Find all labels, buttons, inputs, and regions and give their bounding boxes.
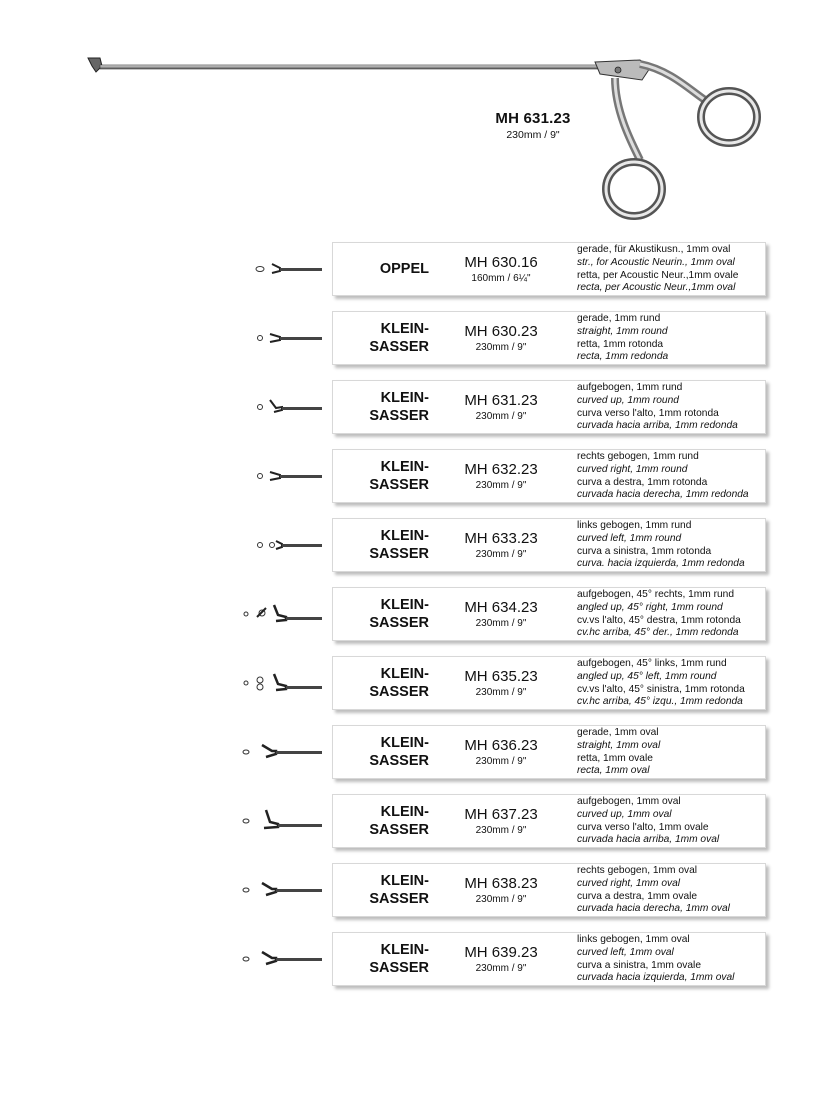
- product-name: KLEIN- SASSER: [369, 873, 429, 907]
- product-description: [577, 727, 765, 778]
- desc-english: angled up, 45° right, 1mm round: [577, 601, 723, 613]
- desc-italian: retta, per Acoustic Neur.,1mm ovale: [577, 269, 739, 281]
- product-card: [332, 311, 766, 365]
- desc-german: links gebogen, 1mm oval: [577, 934, 690, 945]
- product-row: [0, 380, 826, 436]
- product-name: KLEIN- SASSER: [369, 942, 429, 976]
- product-card: [332, 932, 766, 986]
- product-name: KLEIN- SASSER: [369, 666, 429, 700]
- desc-german: aufgebogen, 45° rechts, 1mm rund: [577, 589, 734, 600]
- instrument-thumbnail: [236, 242, 326, 294]
- product-code: MH 630.23: [464, 322, 538, 340]
- product-size: 230mm / 9": [475, 410, 527, 422]
- product-card: [332, 449, 766, 503]
- product-name: KLEIN- SASSER: [369, 390, 429, 424]
- instrument-thumbnail: [236, 863, 326, 915]
- product-code-block: [451, 933, 551, 985]
- product-description: [577, 244, 765, 295]
- product-size: 230mm / 9": [475, 341, 527, 353]
- desc-german: links gebogen, 1mm rund: [577, 520, 692, 531]
- product-code: MH 631.23: [464, 391, 538, 409]
- product-code: MH 635.23: [464, 667, 538, 685]
- product-size: 230mm / 9": [475, 548, 527, 560]
- product-card: [332, 518, 766, 572]
- product-description: [577, 658, 765, 709]
- product-row: [0, 863, 826, 919]
- product-description: [577, 382, 765, 433]
- desc-spanish: cv.hc arriba, 45° der., 1mm redonda: [577, 627, 739, 639]
- product-size: 230mm / 9": [475, 962, 527, 974]
- product-size: 230mm / 9": [475, 617, 527, 629]
- instrument-thumbnail: [236, 725, 326, 777]
- desc-german: gerade, 1mm rund: [577, 313, 661, 324]
- ear-forceps-illustration: [0, 0, 826, 230]
- product-size: 230mm / 9": [475, 686, 527, 698]
- desc-english: curved left, 1mm oval: [577, 946, 674, 958]
- product-size: 230mm / 9": [475, 893, 527, 905]
- product-code-block: [451, 243, 551, 295]
- product-code: MH 632.23: [464, 460, 538, 478]
- desc-german: rechts gebogen, 1mm rund: [577, 451, 699, 462]
- desc-spanish: curva. hacia izquierda, 1mm redonda: [577, 558, 745, 570]
- product-description: [577, 520, 765, 571]
- product-code-block: [451, 864, 551, 916]
- desc-italian: curva a destra, 1mm rotonda: [577, 476, 708, 488]
- desc-german: aufgebogen, 45° links, 1mm rund: [577, 658, 727, 669]
- hero-product-code: MH 631.23: [495, 110, 571, 127]
- product-name: KLEIN- SASSER: [369, 459, 429, 493]
- desc-italian: cv.vs l'alto, 45° destra, 1mm rotonda: [577, 614, 741, 626]
- desc-spanish: curvada hacia izquierda, 1mm oval: [577, 972, 735, 984]
- desc-english: angled up, 45° left, 1mm round: [577, 670, 717, 682]
- product-card: [332, 656, 766, 710]
- product-card: [332, 725, 766, 779]
- desc-italian: curva verso l'alto, 1mm ovale: [577, 821, 709, 833]
- product-name: KLEIN- SASSER: [369, 804, 429, 838]
- product-card: [332, 242, 766, 296]
- instrument-thumbnail: [236, 794, 326, 846]
- product-description: [577, 934, 765, 985]
- product-code-block: [451, 726, 551, 778]
- product-card: [332, 380, 766, 434]
- desc-english: str., for Acoustic Neurin., 1mm oval: [577, 256, 735, 268]
- product-code-block: [451, 657, 551, 709]
- product-row: [0, 242, 826, 298]
- product-row: [0, 587, 826, 643]
- desc-spanish: curvada hacia arriba, 1mm redonda: [577, 420, 738, 432]
- desc-spanish: recta, 1mm oval: [577, 765, 650, 777]
- desc-english: straight, 1mm round: [577, 325, 668, 337]
- instrument-thumbnail: [236, 656, 326, 708]
- hero-product-size: 230mm / 9": [506, 129, 560, 141]
- product-row: [0, 794, 826, 850]
- desc-english: straight, 1mm oval: [577, 739, 661, 751]
- desc-italian: retta, 1mm rotonda: [577, 338, 664, 350]
- product-description: [577, 865, 765, 916]
- product-card: [332, 794, 766, 848]
- product-code: MH 633.23: [464, 529, 538, 547]
- product-description: [577, 589, 765, 640]
- instrument-thumbnail: [236, 587, 326, 639]
- product-description: [577, 313, 765, 364]
- instrument-thumbnail: [236, 518, 326, 570]
- desc-spanish: recta, 1mm redonda: [577, 351, 669, 363]
- desc-italian: retta, 1mm ovale: [577, 752, 653, 764]
- product-code: MH 634.23: [464, 598, 538, 616]
- product-code-block: [451, 450, 551, 502]
- desc-english: curved left, 1mm round: [577, 532, 682, 544]
- desc-italian: curva a destra, 1mm ovale: [577, 890, 698, 902]
- product-row: [0, 725, 826, 781]
- product-code-block: [451, 519, 551, 571]
- desc-english: curved up, 1mm oval: [577, 808, 672, 820]
- desc-spanish: curvada hacia arriba, 1mm oval: [577, 834, 720, 846]
- desc-spanish: curvada hacia derecha, 1mm oval: [577, 903, 730, 915]
- product-row: [0, 656, 826, 712]
- desc-italian: curva a sinistra, 1mm rotonda: [577, 545, 712, 557]
- product-name: KLEIN- SASSER: [369, 528, 429, 562]
- product-name: KLEIN- SASSER: [369, 735, 429, 769]
- desc-german: gerade, 1mm oval: [577, 727, 659, 738]
- desc-italian: curva verso l'alto, 1mm rotonda: [577, 407, 719, 419]
- product-code: MH 636.23: [464, 736, 538, 754]
- product-row: [0, 518, 826, 574]
- product-size: 230mm / 9": [475, 824, 527, 836]
- desc-spanish: cv.hc arriba, 45° izqu., 1mm redonda: [577, 696, 743, 708]
- desc-german: gerade, für Akustikusn., 1mm oval: [577, 244, 731, 255]
- desc-english: curved right, 1mm oval: [577, 877, 681, 889]
- desc-german: rechts gebogen, 1mm oval: [577, 865, 698, 876]
- product-code-block: [451, 795, 551, 847]
- desc-english: curved up, 1mm round: [577, 394, 679, 406]
- product-description: [577, 451, 765, 502]
- product-row: [0, 449, 826, 505]
- product-code: MH 630.16: [464, 253, 538, 271]
- desc-german: aufgebogen, 1mm rund: [577, 382, 683, 393]
- product-description: [577, 796, 765, 847]
- product-name: KLEIN- SASSER: [369, 597, 429, 631]
- product-code: MH 639.23: [464, 943, 538, 961]
- desc-spanish: curvada hacia derecha, 1mm redonda: [577, 489, 749, 501]
- desc-german: aufgebogen, 1mm oval: [577, 796, 681, 807]
- product-code: MH 637.23: [464, 805, 538, 823]
- product-code-block: [451, 381, 551, 433]
- product-size: 160mm / 6¼": [471, 272, 531, 284]
- hero-instrument: [0, 0, 826, 230]
- product-size: 230mm / 9": [475, 479, 527, 491]
- instrument-thumbnail: [236, 449, 326, 501]
- product-code-block: [451, 588, 551, 640]
- product-code: MH 638.23: [464, 874, 538, 892]
- instrument-thumbnail: [236, 311, 326, 363]
- instrument-thumbnail: [236, 380, 326, 432]
- product-card: [332, 587, 766, 641]
- product-code-block: [451, 312, 551, 364]
- product-name: OPPEL: [379, 261, 429, 277]
- product-name: KLEIN- SASSER: [369, 321, 429, 355]
- product-row: [0, 311, 826, 367]
- product-row: [0, 932, 826, 988]
- desc-italian: curva a sinistra, 1mm ovale: [577, 959, 701, 971]
- product-size: 230mm / 9": [475, 755, 527, 767]
- instrument-thumbnail: [236, 932, 326, 984]
- product-card: [332, 863, 766, 917]
- desc-spanish: recta, per Acoustic Neur.,1mm oval: [577, 282, 736, 294]
- hero-label: [468, 110, 598, 141]
- desc-english: curved right, 1mm round: [577, 463, 688, 475]
- desc-italian: cv.vs l'alto, 45° sinistra, 1mm rotonda: [577, 683, 745, 695]
